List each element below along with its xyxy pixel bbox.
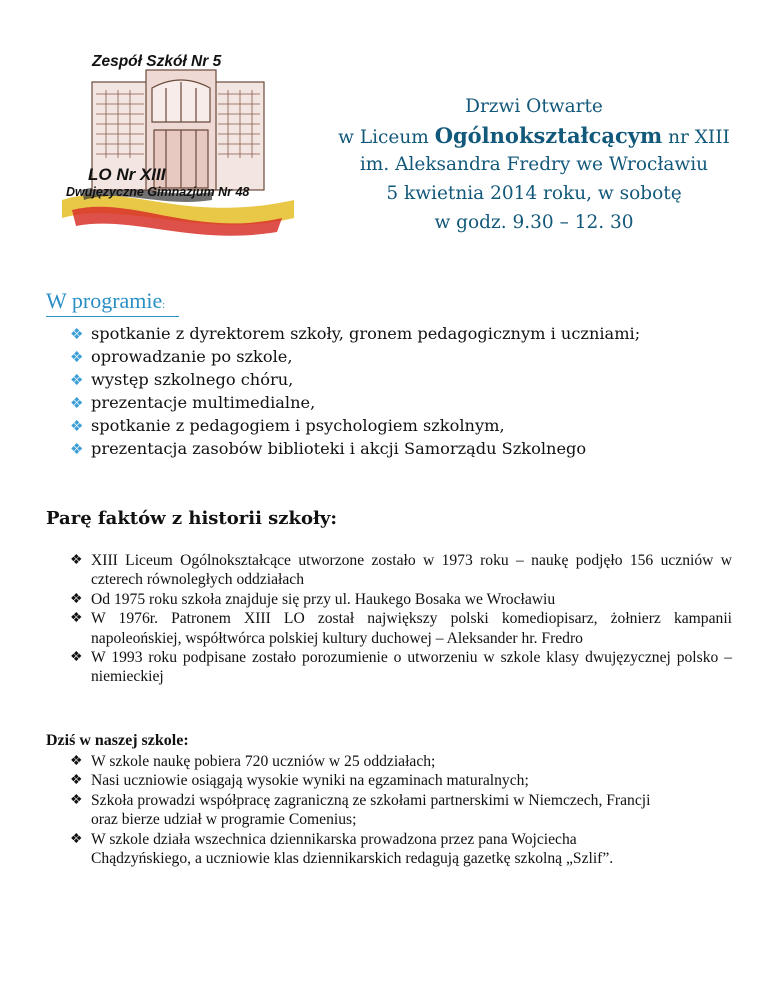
- diamond-bullet-icon: ❖: [70, 591, 83, 607]
- list-item: [70, 551, 732, 590]
- history-heading: Parę faktów z historii szkoły:: [46, 508, 338, 529]
- program-heading: [46, 288, 179, 317]
- list-item: [70, 590, 732, 609]
- list-item: [70, 771, 670, 790]
- list-item: [70, 391, 640, 414]
- diamond-bullet-icon: ❖: [70, 348, 84, 366]
- today-item-text: W szkole działa wszechnica dziennikarska prowadzona przez pana Wojciecha Chądzyńskiego, a uczniowie klas dziennikarskich redagują gazetkę szkolną „Szlif”.: [91, 830, 614, 868]
- header-patron: im. Aleksandra Fredry we Wrocławiu: [359, 154, 709, 175]
- program-heading-colon: :: [162, 300, 166, 311]
- diamond-bullet-icon: ❖: [70, 792, 83, 808]
- list-item: [70, 368, 640, 391]
- program-heading-text: W programie: [46, 288, 163, 313]
- history-item-text: XIII Liceum Ogólnokształcące utworzone zostało w 1973 roku – naukę podjęło 156 uczniów w czterech równoległych oddziałach: [91, 552, 732, 589]
- diamond-bullet-icon: ❖: [70, 773, 83, 789]
- header-school-type: Ogólnokształcącym: [434, 123, 663, 148]
- header-school-line: [300, 121, 768, 150]
- diamond-bullet-icon: ❖: [70, 611, 83, 627]
- header-school-number: nr XIII: [662, 127, 730, 148]
- program-list: [70, 322, 640, 460]
- history-list: [70, 551, 732, 687]
- header-title: Drzwi Otwarte: [465, 96, 603, 117]
- list-item: [70, 830, 670, 869]
- diamond-bullet-icon: ❖: [70, 831, 83, 847]
- program-item-text: występ szkolnego chóru,: [91, 370, 294, 389]
- list-item: [70, 791, 670, 830]
- school-logo: [62, 50, 294, 240]
- event-header: [300, 92, 768, 237]
- header-time: w godz. 9.30 – 12. 30: [434, 212, 634, 233]
- list-item: [70, 609, 732, 648]
- diamond-bullet-icon: ❖: [70, 553, 83, 568]
- program-item-text: spotkanie z dyrektorem szkoły, gronem pedagogicznym i uczniami;: [91, 324, 641, 343]
- today-list: [70, 752, 670, 868]
- program-item-text: prezentacja zasobów biblioteki i akcji Samorządu Szkolnego: [91, 439, 587, 458]
- program-item-text: spotkanie z pedagogiem i psychologiem szkolnym,: [91, 416, 505, 435]
- history-item-text: W 1993 roku podpisane zostało porozumienie o utworzeniu w szkole klasy dwujęzycznej polsko – niemieckiej: [91, 649, 732, 686]
- list-item: [70, 414, 640, 437]
- header-school-prefix: w Liceum: [338, 127, 435, 148]
- diamond-bullet-icon: ❖: [70, 417, 84, 435]
- program-item-text: oprowadzanie po szkole,: [91, 347, 293, 366]
- logo-top-text: Zespół Szkół Nr 5: [92, 53, 222, 70]
- header-date: 5 kwietnia 2014 roku, w sobotę: [386, 183, 682, 204]
- today-item-text: Nasi uczniowie osiągają wysokie wyniki na egzaminach maturalnych;: [91, 772, 529, 790]
- list-item: [70, 437, 640, 460]
- diamond-bullet-icon: ❖: [70, 754, 83, 769]
- program-item-text: prezentacje multimedialne,: [91, 393, 316, 412]
- list-item: [70, 322, 640, 345]
- diamond-bullet-icon: ❖: [70, 394, 84, 412]
- diamond-bullet-icon: ❖: [70, 440, 84, 458]
- list-item: [70, 752, 670, 771]
- today-item-text: Szkoła prowadzi współpracę zagraniczną ze szkołami partnerskimi w Niemczech, Francji oraz bierze udział w programie Comenius;: [91, 791, 651, 829]
- logo-bottom-text: Dwujęzyczne Gimnazjum Nr 48: [66, 185, 250, 199]
- list-item: [70, 648, 732, 687]
- list-item: [70, 345, 640, 368]
- history-item-text: W 1976r. Patronem XIII LO został największy polski komediopisarz, żołnierz kampanii napoleońskiej, współtwórca polskiej kultury duchowej – Aleksander hr. Fredro: [91, 610, 732, 647]
- diamond-bullet-icon: ❖: [70, 650, 83, 666]
- diamond-bullet-icon: ❖: [70, 325, 84, 343]
- today-heading: Dziś w naszej szkole:: [46, 732, 189, 749]
- diamond-bullet-icon: ❖: [70, 371, 84, 389]
- logo-middle-text: LO Nr XIII: [88, 165, 166, 184]
- history-item-text: Od 1975 roku szkoła znajduje się przy ul. Haukego Bosaka we Wrocławiu: [91, 590, 556, 608]
- today-item-text: W szkole naukę pobiera 720 uczniów w 25 oddziałach;: [91, 753, 436, 770]
